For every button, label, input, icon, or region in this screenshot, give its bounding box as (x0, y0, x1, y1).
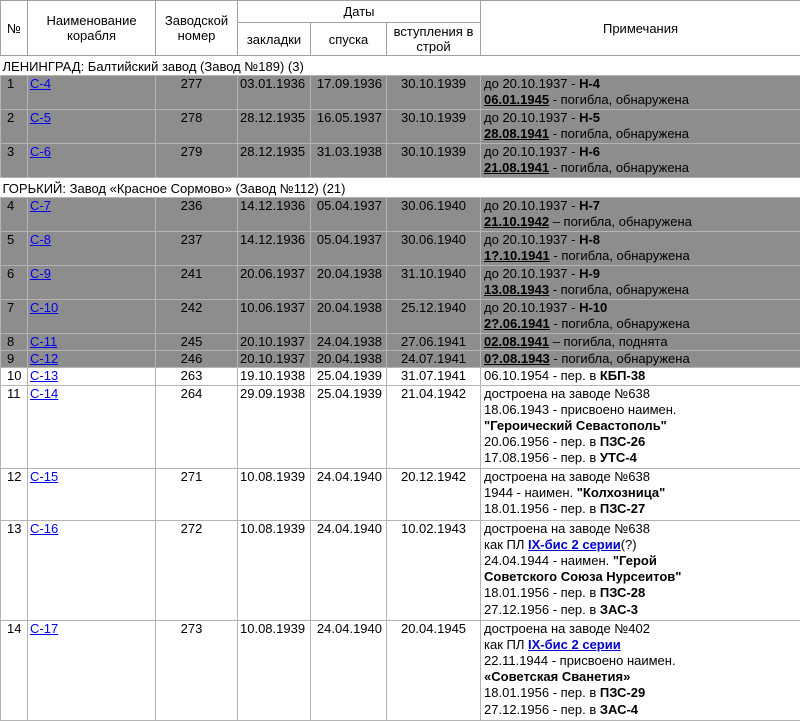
factory-number: 237 (156, 232, 238, 266)
date-laid: 20.10.1937 (238, 334, 311, 351)
notes-cell: достроена на заводе №402 как ПЛ IX-бис 2 серии 22.11.1944 - присвоено наимен. «Советская Сванетия» 18.01.1956 - пер. в ПЗС-29 27.12.1956 - пер. в ЗАС-4 (481, 620, 800, 720)
ship-link[interactable]: С-14 (30, 386, 58, 401)
col-header-notes: Примечания (481, 1, 800, 56)
row-number: 1 (1, 76, 28, 110)
table-row (1, 300, 800, 334)
date-laid: 28.12.1935 (238, 144, 311, 178)
project-link[interactable]: IX-бис 2 серии (528, 537, 621, 552)
date-laid: 14.12.1936 (238, 198, 311, 232)
ship-link[interactable]: С-5 (30, 110, 51, 125)
date-laid: 29.09.1938 (238, 385, 311, 468)
date-laid: 10.08.1939 (238, 620, 311, 720)
row-number: 11 (1, 385, 28, 468)
table-row (1, 468, 800, 520)
ship-link[interactable]: С-4 (30, 76, 51, 91)
date-commissioned: 20.04.1945 (387, 620, 481, 720)
factory-number: 278 (156, 110, 238, 144)
factory-number: 272 (156, 520, 238, 620)
col-header-number: № (1, 1, 28, 56)
notes-cell: до 20.10.1937 - Н-10 2?.06.1941 - погибла, обнаружена (481, 300, 800, 334)
table-row (1, 620, 800, 720)
factory-number: 273 (156, 620, 238, 720)
ship-link[interactable]: С-12 (30, 351, 58, 366)
date-commissioned: 30.10.1939 (387, 144, 481, 178)
table-row (1, 198, 800, 232)
factory-number: 271 (156, 468, 238, 520)
row-number: 5 (1, 232, 28, 266)
col-header-dates: Даты (238, 1, 481, 23)
notes-cell: достроена на заводе №638 1944 - наимен. "Колхозница" 18.01.1956 - пер. в ПЗС-27 (481, 468, 800, 520)
date-commissioned: 27.06.1941 (387, 334, 481, 351)
date-laid: 28.12.1935 (238, 110, 311, 144)
notes-cell: 0?.08.1943 - погибла, обнаружена (481, 351, 800, 368)
col-header-factory-number: Заводской номер (156, 1, 238, 56)
project-link[interactable]: IX-бис 2 серии (528, 637, 621, 652)
factory-number: 242 (156, 300, 238, 334)
date-laid: 20.06.1937 (238, 266, 311, 300)
ship-link[interactable]: С-11 (30, 334, 57, 349)
ship-link[interactable]: С-13 (30, 368, 58, 383)
ship-link[interactable]: С-16 (30, 521, 58, 536)
row-number: 10 (1, 368, 28, 385)
ship-link[interactable]: С-15 (30, 469, 58, 484)
notes-cell: до 20.10.1937 - Н-9 13.08.1943 - погибла, обнаружена (481, 266, 800, 300)
date-commissioned: 30.06.1940 (387, 198, 481, 232)
date-launched: 24.04.1940 (311, 520, 387, 620)
col-header-ship-name: Наименование корабля (28, 1, 156, 56)
row-number: 12 (1, 468, 28, 520)
row-number: 14 (1, 620, 28, 720)
date-commissioned: 24.07.1941 (387, 351, 481, 368)
date-laid: 10.06.1937 (238, 300, 311, 334)
factory-number: 236 (156, 198, 238, 232)
ship-link[interactable]: С-10 (30, 300, 58, 315)
date-launched: 20.04.1938 (311, 351, 387, 368)
date-launched: 25.04.1939 (311, 368, 387, 385)
date-launched: 24.04.1940 (311, 468, 387, 520)
row-number: 4 (1, 198, 28, 232)
row-number: 13 (1, 520, 28, 620)
table-row (1, 385, 800, 468)
date-launched: 24.04.1940 (311, 620, 387, 720)
date-commissioned: 30.06.1940 (387, 232, 481, 266)
factory-number: 263 (156, 368, 238, 385)
table-row (1, 334, 800, 351)
table-row (1, 76, 800, 110)
factory-number: 246 (156, 351, 238, 368)
table-row (1, 232, 800, 266)
col-header-launched: спуска (311, 23, 387, 56)
section-gorky: ГОРЬКИЙ: Завод «Красное Сормово» (Завод №112) (21) (1, 178, 800, 198)
date-commissioned: 21.04.1942 (387, 385, 481, 468)
date-launched: 20.04.1938 (311, 266, 387, 300)
date-launched: 16.05.1937 (311, 110, 387, 144)
date-commissioned: 31.10.1940 (387, 266, 481, 300)
ship-link[interactable]: С-17 (30, 621, 58, 636)
factory-number: 245 (156, 334, 238, 351)
col-header-laid: закладки (238, 23, 311, 56)
date-launched: 24.04.1938 (311, 334, 387, 351)
factory-number: 279 (156, 144, 238, 178)
table-row (1, 110, 800, 144)
row-number: 3 (1, 144, 28, 178)
date-commissioned: 30.10.1939 (387, 76, 481, 110)
row-number: 6 (1, 266, 28, 300)
table-row (1, 368, 800, 385)
table-row (1, 520, 800, 620)
notes-cell: достроена на заводе №638 как ПЛ IX-бис 2 серии(?) 24.04.1944 - наимен. "Герой Советского Союза Нурсеитов" 18.01.1956 - пер. в ПЗС-28 27.12.1956 - пер. в ЗАС-3 (481, 520, 800, 620)
date-launched: 05.04.1937 (311, 232, 387, 266)
factory-number: 241 (156, 266, 238, 300)
date-commissioned: 20.12.1942 (387, 468, 481, 520)
row-number: 9 (1, 351, 28, 368)
date-launched: 20.04.1938 (311, 300, 387, 334)
date-laid: 19.10.1938 (238, 368, 311, 385)
date-launched: 17.09.1936 (311, 76, 387, 110)
date-commissioned: 30.10.1939 (387, 110, 481, 144)
table-row (1, 266, 800, 300)
table-row (1, 351, 800, 368)
factory-number: 264 (156, 385, 238, 468)
date-laid: 14.12.1936 (238, 232, 311, 266)
notes-cell: до 20.10.1937 - Н-4 06.01.1945 - погибла, обнаружена (481, 76, 800, 110)
table-row (1, 144, 800, 178)
date-commissioned: 10.02.1943 (387, 520, 481, 620)
row-number: 8 (1, 334, 28, 351)
row-number: 7 (1, 300, 28, 334)
date-commissioned: 25.12.1940 (387, 300, 481, 334)
notes-cell: до 20.10.1937 - Н-5 28.08.1941 - погибла, обнаружена (481, 110, 800, 144)
date-launched: 25.04.1939 (311, 385, 387, 468)
date-commissioned: 31.07.1941 (387, 368, 481, 385)
notes-cell: до 20.10.1937 - Н-6 21.08.1941 - погибла, обнаружена (481, 144, 800, 178)
factory-number: 277 (156, 76, 238, 110)
ship-link[interactable]: С-7 (30, 198, 51, 213)
date-laid: 10.08.1939 (238, 520, 311, 620)
notes-cell: 02.08.1941 – погибла, поднята (481, 334, 800, 351)
date-launched: 05.04.1937 (311, 198, 387, 232)
notes-cell: до 20.10.1937 - Н-7 21.10.1942 – погибла, обнаружена (481, 198, 800, 232)
notes-cell: до 20.10.1937 - Н-8 1?.10.1941 - погибла, обнаружена (481, 232, 800, 266)
ship-link[interactable]: С-6 (30, 144, 51, 159)
notes-cell: 06.10.1954 - пер. в КБП-38 (481, 368, 800, 385)
notes-cell: достроена на заводе №638 18.06.1943 - присвоено наимен. "Героический Севастополь" 20.06.1956 - пер. в ПЗС-26 17.08.1956 - пер. в УТС-4 (481, 385, 800, 468)
date-laid: 20.10.1937 (238, 351, 311, 368)
ship-link[interactable]: С-8 (30, 232, 51, 247)
date-laid: 03.01.1936 (238, 76, 311, 110)
section-leningrad: ЛЕНИНГРАД: Балтийский завод (Завод №189) (3) (1, 56, 800, 76)
ship-link[interactable]: С-9 (30, 266, 51, 281)
date-launched: 31.03.1938 (311, 144, 387, 178)
row-number: 2 (1, 110, 28, 144)
col-header-commissioned: вступления в строй (387, 23, 481, 56)
date-laid: 10.08.1939 (238, 468, 311, 520)
